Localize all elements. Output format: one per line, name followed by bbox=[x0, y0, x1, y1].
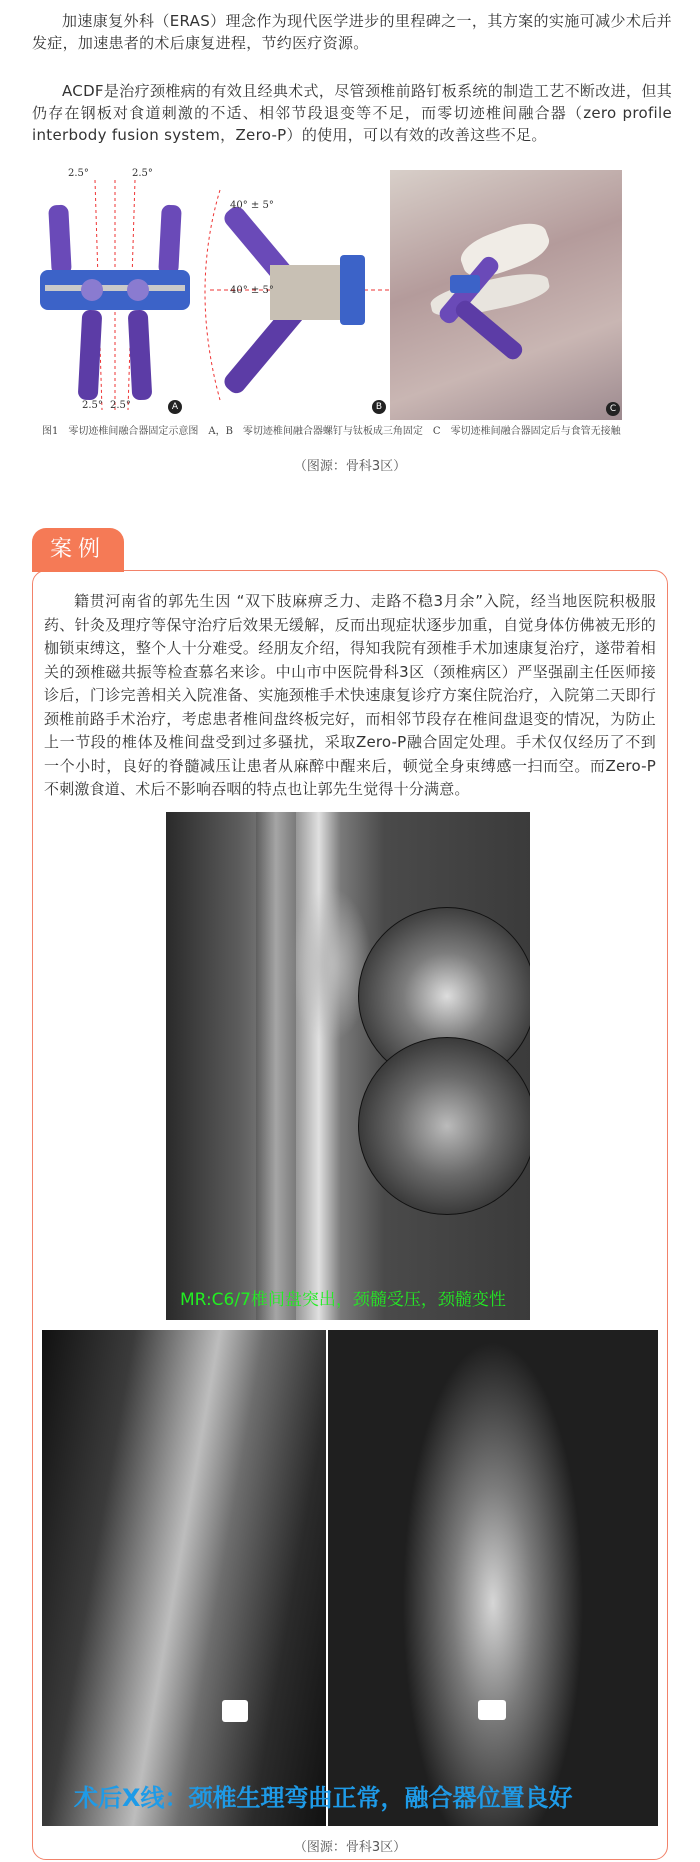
angle-label-bottom-left: 2.5° bbox=[82, 400, 103, 411]
figure-1-panel-c bbox=[390, 170, 622, 420]
panel-label-b: B bbox=[372, 400, 386, 414]
figure-1 bbox=[40, 170, 670, 430]
xray-lateral-image bbox=[42, 1330, 326, 1826]
panel-label-a: A bbox=[168, 400, 182, 414]
xray-ap-image bbox=[328, 1330, 658, 1826]
case-source: （图源：骨科3区） bbox=[293, 1840, 407, 1855]
panel-label-c: C bbox=[606, 402, 620, 416]
angle-label-bottom-right: 2.5° bbox=[110, 400, 131, 411]
intro-paragraph-2: ACDF是治疗颈椎病的有效且经典术式，尽管颈椎前路钉板系统的制造工艺不断改进，但其仍存在钢板对食道刺激的不适、相邻节段退变等不足，而零切迹椎间融合器（zero profile interbody fusion system，Zero-P）的使用，可以有效的改善这些不足。 bbox=[32, 82, 672, 144]
figure-1-panel-a bbox=[40, 170, 190, 415]
figure-1-caption: 图1 零切迹椎间融合器固定示意图 A，B 零切迹椎间融合器螺钉与钛板成三角固定 C 零切迹椎间融合器固定后与食管无接触 bbox=[42, 426, 621, 437]
case-tab: 案例 bbox=[32, 528, 124, 572]
angle-label-top-left: 2.5° bbox=[68, 168, 89, 179]
mri-image bbox=[166, 812, 530, 1320]
xray-caption: 术后X线：颈椎生理弯曲正常，融合器位置良好 bbox=[74, 1784, 573, 1812]
angle-upper-label: 40° ± 5° bbox=[230, 200, 274, 211]
figure-1-source: （图源：骨科3区） bbox=[293, 459, 407, 474]
intro-paragraph-1: 加速康复外科（ERAS）理念作为现代医学进步的里程碑之一，其方案的实施可减少术后并发症，加速患者的术后康复进程，节约医疗资源。 bbox=[32, 12, 672, 52]
mri-caption: MR:C6/7椎间盘突出，颈髓受压，颈髓变性 bbox=[180, 1290, 506, 1310]
angle-label-top-right: 2.5° bbox=[132, 168, 153, 179]
angle-lower-label: 40° ± 5° bbox=[230, 285, 274, 296]
case-body: 籍贯河南省的郭先生因 “双下肢麻痹乏力、走路不稳3月余”入院，经当地医院积极服药、针灸及理疗等保守治疗后效果无缓解，反而出现症状逐步加重，自觉身体仿佛被无形的枷锁束缚这，整个人十分难受。经朋友介绍，得知我院有颈椎手术加速康复治疗，遂带着相关的颈椎磁共振等检查慕名来诊。中山市中医院骨科3区（颈椎病区）严坚强副主任医师接诊后，门诊完善相关入院准备、实施颈椎手术快速康复诊疗方案住院治疗，入院第二天即行颈椎前路手术治疗，考虑患者椎间盘终板完好，而相邻节段存在椎间盘退变的情况，为防止上一节段的椎体及椎间盘受到过多骚扰，采取Zero-P融合固定处理。手术仅仅经历了不到一个小时，良好的脊髓减压让患者从麻醉中醒来后，顿觉全身束缚感一扫而空。而Zero-P不刺激食道、术后不影响吞咽的特点也让郭先生觉得十分满意。 bbox=[44, 592, 656, 798]
